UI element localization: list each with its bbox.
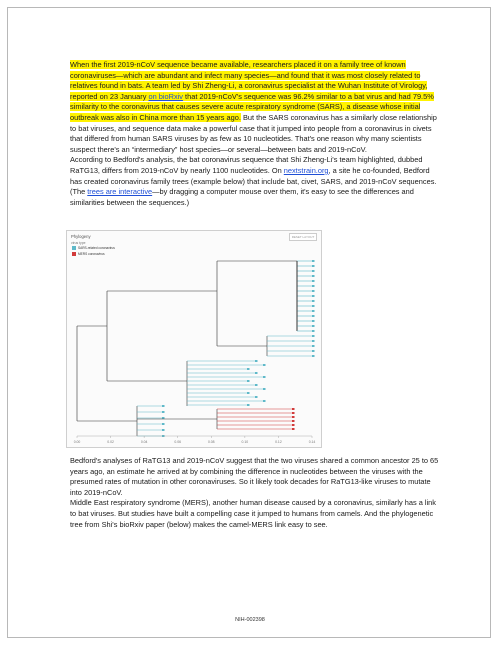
tree-tip[interactable] <box>312 305 315 307</box>
tree-tip[interactable] <box>312 290 315 292</box>
figure-subtitle: virus type <box>71 241 86 245</box>
article-text-top <box>70 60 442 208</box>
tree-tip[interactable] <box>247 380 250 382</box>
tree-tip[interactable] <box>312 285 315 287</box>
axis-tick-label: 0.10 <box>241 440 249 444</box>
tree-tip[interactable] <box>162 423 165 425</box>
nextstrain-link[interactable]: nextstrain.org <box>283 165 329 175</box>
legend-label-mers: MERS coronavirus <box>78 252 105 256</box>
axis-tick-label: 0.02 <box>107 440 114 444</box>
tree-tip[interactable] <box>292 420 295 422</box>
tree-tip[interactable] <box>263 400 266 402</box>
tree-tip[interactable] <box>312 315 315 317</box>
tree-tip[interactable] <box>312 320 315 322</box>
tree-tip[interactable] <box>292 408 295 410</box>
p1-highlight-b: that 2019-nCoV's sequence was 96.2% similar to a bat virus and had 79.5% similarity to the coronavirus that causes severe acute respiratory syndrome (SARS), a disease whose initial outbreak was also in China more than 15 years ago. <box>70 91 434 122</box>
tree-tip[interactable] <box>263 364 266 366</box>
article-text-bottom <box>70 456 442 530</box>
axis-tick-label: 0.08 <box>207 440 215 444</box>
tree-tip[interactable] <box>312 335 315 337</box>
tree-tip[interactable] <box>255 360 258 362</box>
tree-tip[interactable] <box>255 396 258 398</box>
tree-tip[interactable] <box>162 429 165 431</box>
tree-tip[interactable] <box>162 411 165 413</box>
paragraph-3: Bedford's analyses of RaTG13 and 2019-nCoV suggest that the two viruses shared a common ancestor 25 to 65 years ago, an estimate he arrived at by combining the difference in nucleotides between the viruses with the presumed rates of mutation in other coronaviruses. So it likely took decades for RaTG13-like viruses to mutate into 2019-nCoV. <box>70 456 439 497</box>
reset-layout-button[interactable]: RESET LAYOUT <box>289 233 317 241</box>
figure-title: Phylogeny <box>71 234 91 239</box>
tree-tip[interactable] <box>312 295 315 297</box>
tree-tip[interactable] <box>292 428 295 430</box>
tree-tip[interactable] <box>162 405 165 407</box>
tree-tip[interactable] <box>312 350 315 352</box>
paragraph-1 <box>70 60 442 155</box>
tree-tip[interactable] <box>312 355 315 357</box>
axis-tick-label: 0.06 <box>174 440 182 444</box>
tree-tip[interactable] <box>255 372 258 374</box>
p1-rest: But the SARS coronavirus has a similarly close relationship to bat viruses, and sequence data make a powerful case that it jumped into people from a coronavirus in civets that differed from human SARS viruses by as few as 10 nucleotides. That's one reason why many scientists suspect there's an “intermediary” host species—or several—between bats and 2019-nCoV. <box>70 112 437 154</box>
tree-tip[interactable] <box>312 345 315 347</box>
p1-highlight-a: When the first 2019-nCoV sequence became available, researchers placed it on a family tree of known coronaviruses—which are abundant and infect many species—and found that it was most closely related to relatives found in bats. A team led by Shi Zheng-Li, a coronavirus specialist at the Wuhan Institute of Virology, reported on 23 January <box>70 60 428 101</box>
tree-tip[interactable] <box>263 376 266 378</box>
tree-tip[interactable] <box>263 388 266 390</box>
phylogeny-figure <box>66 230 322 448</box>
tree-tip[interactable] <box>292 412 295 414</box>
biorxiv-link[interactable]: on bioRxiv <box>148 91 183 101</box>
tree-tip[interactable] <box>312 300 315 302</box>
tree-tip[interactable] <box>292 424 295 426</box>
p2-c: —by dragging a computer mouse over them, it's easy to see the differences and similarities between the sequences.) <box>70 187 414 207</box>
paragraph-2 <box>70 155 442 208</box>
tree-tip[interactable] <box>312 330 315 332</box>
tree-tip[interactable] <box>312 270 315 272</box>
tree-tip[interactable] <box>312 340 315 342</box>
tree-tip[interactable] <box>312 280 315 282</box>
tree-tip[interactable] <box>247 368 250 370</box>
legend-label-sars: SARS-related coronavirus <box>78 246 115 250</box>
trees-interactive-link[interactable]: trees are interactive <box>87 187 153 197</box>
p2-b: , a site he co-founded, Bedford has created coronavirus family trees (example below) that include bat, civet, SARS, and 2019-nCoV sequences. (The <box>70 165 437 197</box>
tree-tip[interactable] <box>312 265 315 267</box>
tree-tip[interactable] <box>312 310 315 312</box>
tree-tip[interactable] <box>255 384 258 386</box>
tree-tip[interactable] <box>312 275 315 277</box>
tree-tip[interactable] <box>292 416 295 418</box>
axis-tick-label: 0.14 <box>308 440 316 444</box>
tree-tip[interactable] <box>247 392 250 394</box>
bates-number: NIH-002398 <box>235 617 265 623</box>
axis-tick-label: 0.04 <box>140 440 148 444</box>
p2-a: According to Bedford's analysis, the bat coronavirus sequence that Shi Zheng-Li's team highlighted, dubbed RaTG13, differs from 2019-nCoV by nearly 1100 nucleotides. On <box>70 155 423 175</box>
phylogeny-tree[interactable] <box>67 231 321 447</box>
paragraph-4: Middle East respiratory syndrome (MERS), another human disease caused by a coronavirus, similarly has a link to bat viruses. But studies have built a compelling case it jumped to humans from camels. And the phylogenetic tree from Shi's bioRxiv paper (below) makes the camel-MERS link easy to see. <box>70 498 436 529</box>
tree-tip[interactable] <box>312 325 315 327</box>
tree-tip[interactable] <box>247 404 250 406</box>
tree-tip[interactable] <box>312 260 315 262</box>
axis-tick-label: 0.00 <box>73 440 81 444</box>
axis-tick-label: 0.12 <box>275 440 282 444</box>
